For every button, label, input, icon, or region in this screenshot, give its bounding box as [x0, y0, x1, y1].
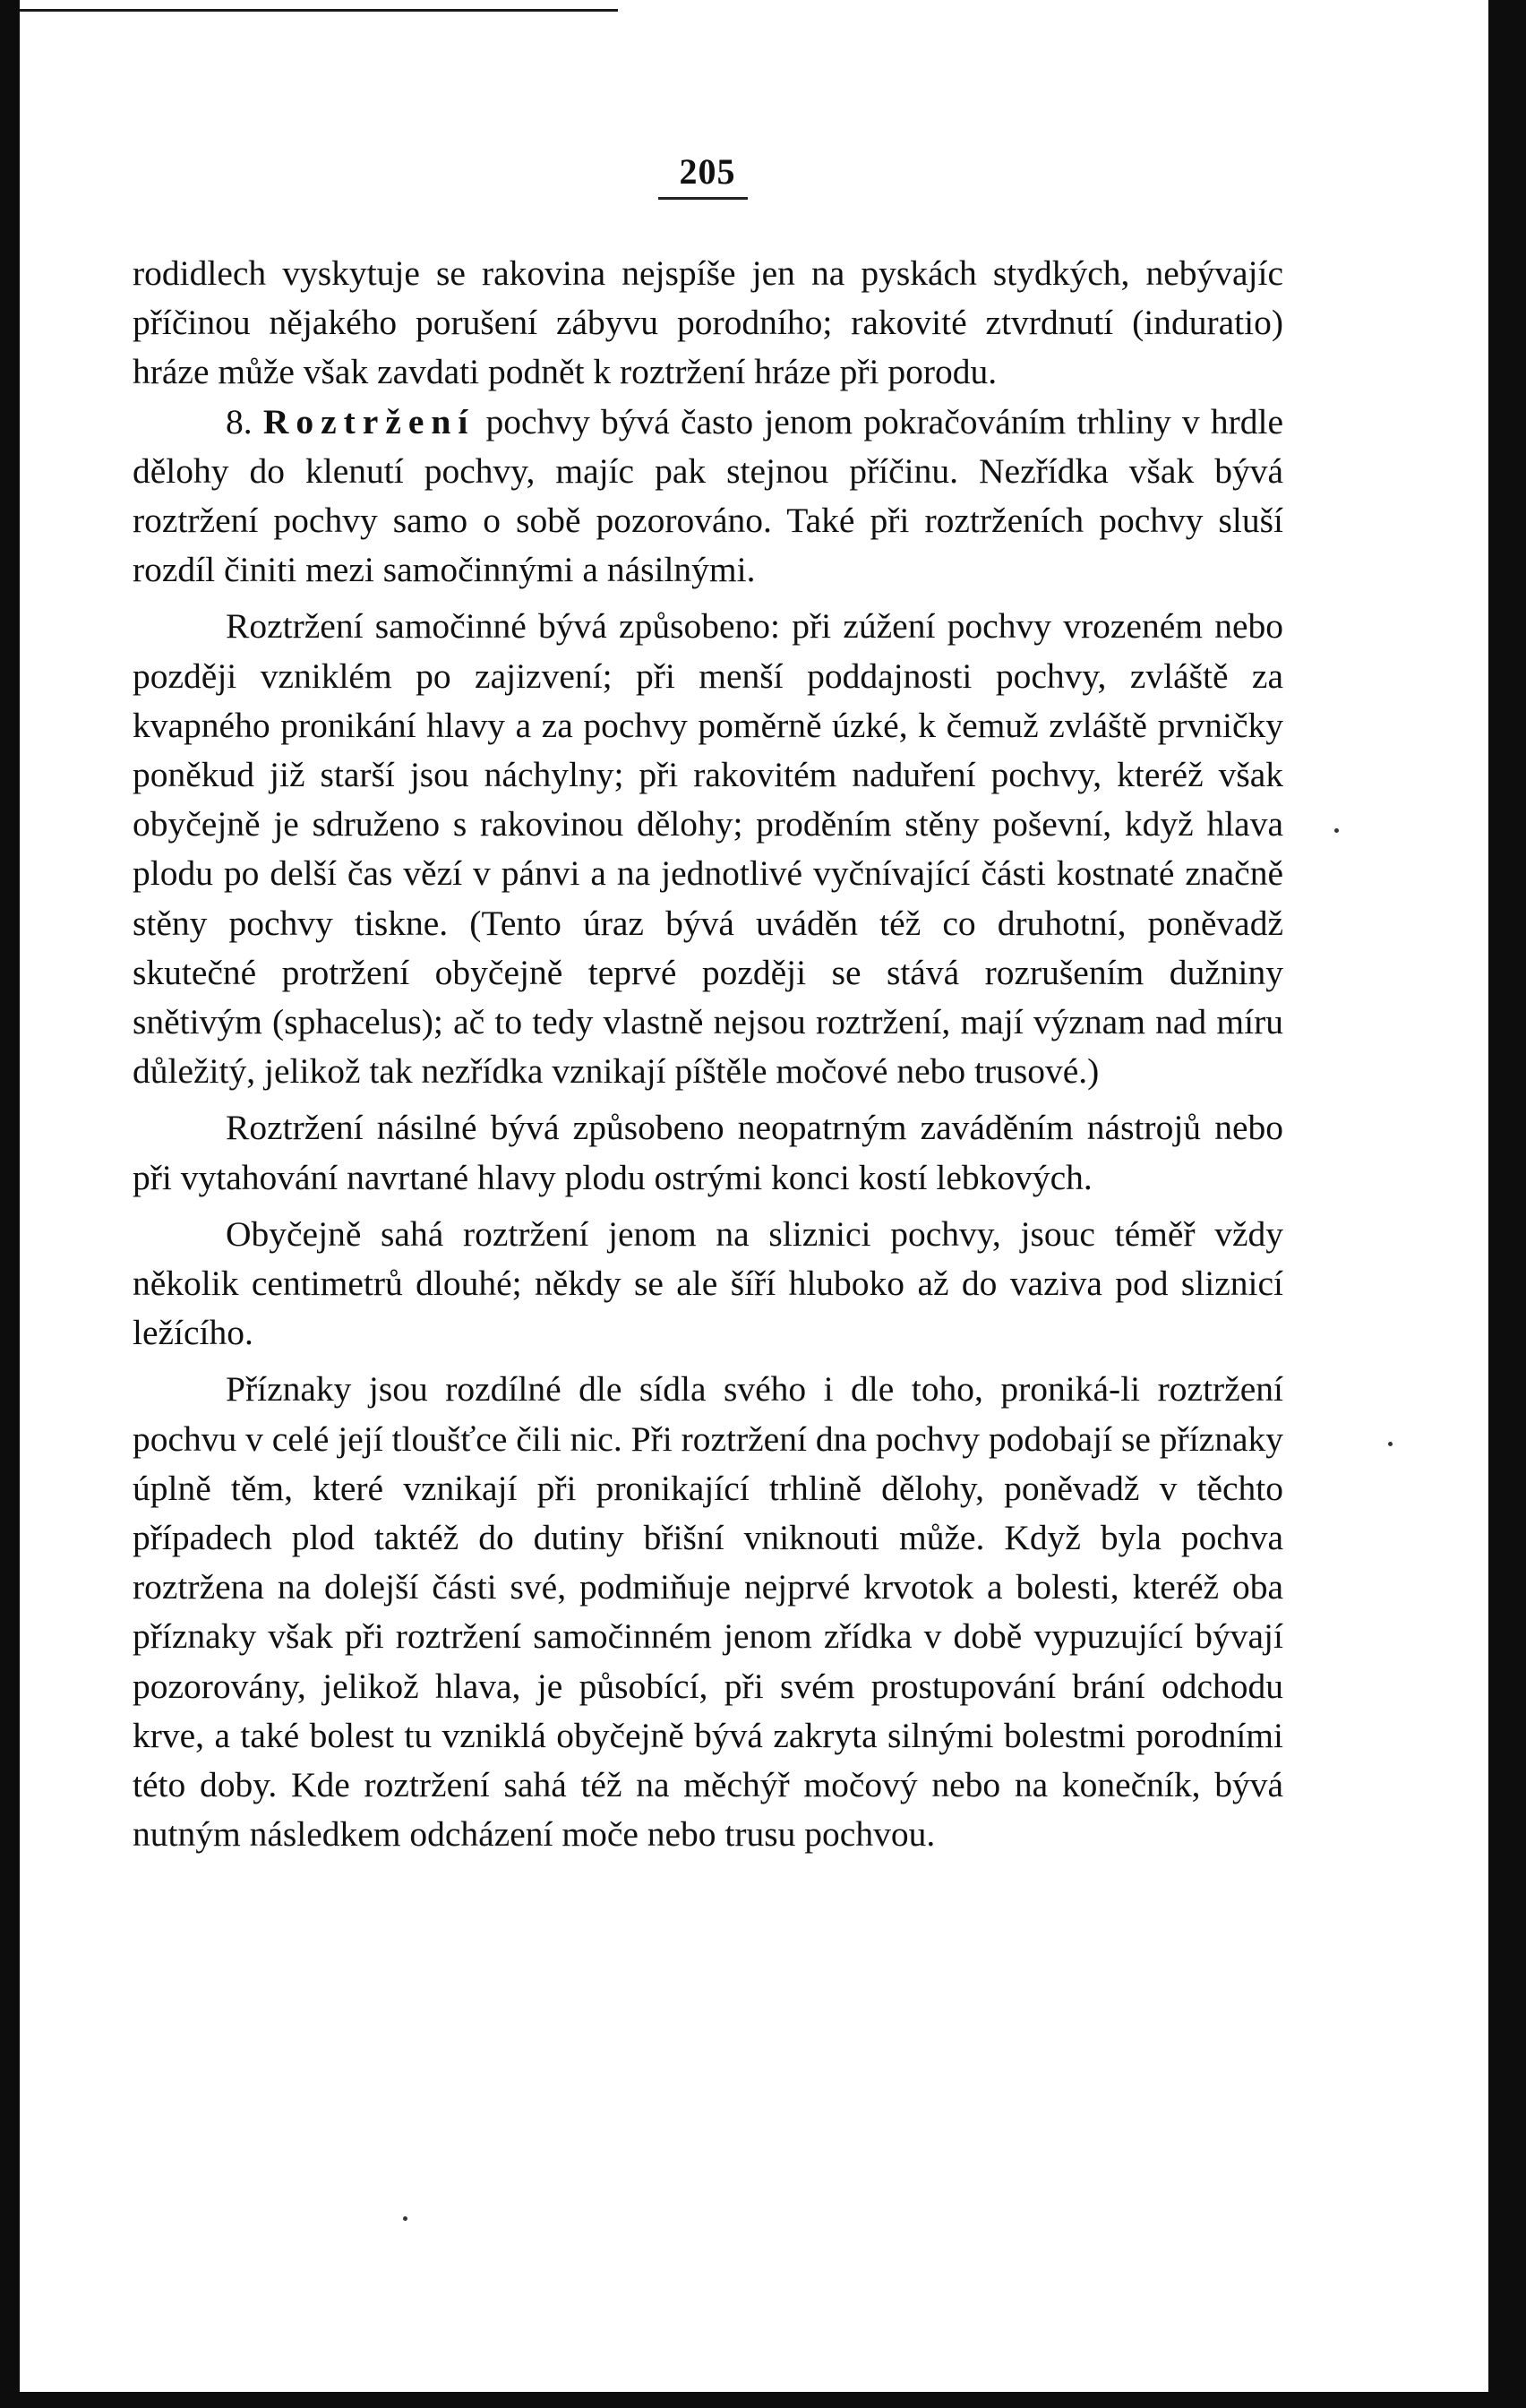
body-text — [133, 249, 1283, 1860]
scan-speck — [403, 2216, 407, 2221]
paragraph-3 — [133, 602, 1283, 1096]
scan-speck — [1388, 1442, 1393, 1446]
paragraph-text: rodidlech vyskytuje se rakovina nejspíše jen na pyskách stydkých, nebývajíc příčinou nějakého porušení zábyvu porodního; rakovité ztvrdnutí (induratio) hráze může však zavdati podnět k roztržení hráze při porodu. — [133, 253, 1283, 392]
paragraph-4 — [133, 1103, 1283, 1202]
paragraph-6 — [133, 1365, 1283, 1859]
paragraph-text: Roztržení násilné bývá způsobeno neopatrným zaváděním nástrojů nebo při vytahování navrtané hlavy plodu ostrými konci kostí lebkových. — [133, 1108, 1283, 1197]
paragraph-text: pochvy bývá často jenom pokračováním trhliny v hrdle dělohy do klenutí pochvy, majíc pak stejnou příčinu. Nezřídka však bývá roztržení pochvy samo o sobě pozorováno. Také při roztrženích pochvy sluší rozdíl činiti mezi samočinnými a násilnými. — [133, 401, 1284, 590]
paragraph-1 — [133, 249, 1283, 398]
paragraph-text: Obyčejně sahá roztržení jenom na sliznici pochvy, jsouc téměř vždy několik centimetrů dlouhé; někdy se ale šíří hluboko až do vaziva pod sliznicí ležícího. — [133, 1213, 1283, 1353]
page-number: 205 — [679, 151, 736, 192]
section-keyword: Roztržení — [262, 401, 476, 441]
paragraph-5 — [133, 1210, 1283, 1358]
scan-edge-right — [1488, 0, 1526, 2408]
paragraph-text: Příznaky jsou rozdílné dle sídla svého i dle toho, proniká-li roztržení pochvu v celé její tloušťce čili nic. Při roztržení dna pochvy podobají se příznaky úplně těm, které vznikají při pronikající trhlině dělohy, poněvadž v těchto případech plod taktéž do dutiny břišní vniknouti může. Když byla pochva roztržena na dolejší části své, podmiňuje nejprvé krvotok a bolesti, kteréž oba příznaky však při roztržení samočinném jenom zřídka v době vypuzující bývají pozorovány, jelikož hlava, je působící, při svém prostupování brání odchodu krve, a také bolest tu vzniklá obyčejně bývá zakryta silnými bolestmi porodními této doby. Kde roztržení sahá též na měchýř močový nebo na konečník, bývá nutným následkem odcházení moče nebo trusu pochvou. — [133, 1369, 1283, 1855]
scan-speck — [1334, 828, 1339, 833]
paragraph-2 — [133, 398, 1283, 596]
scan-top-mark — [0, 9, 618, 17]
page-number-rule — [658, 197, 748, 200]
paragraph-text: Roztržení samočinné bývá způsobeno: při zúžení pochvy vrozeném nebo později vzniklém po zajizvení; při menší poddajnosti pochvy, zvláště za kvapného pronikání hlavy a za pochvy poměrně úzké, k čemuž zvláště prvničky poněkud již starší jsou náchylny; při rakovitém naduření pochvy, kteréž však obyčejně je sdruženo s rakovinou dělohy; proděním stěny poševní, když hlava plodu po delší čas vězí v pánvi a na jednotlivé vyčnívající části kostnaté značně stěny pochvy tiskne. (Tento úraz bývá uváděn též co druhotní, poněvadž skutečné protržení obyčejně teprvé později se stává rozrušením dužniny snětivým (sphacelus); ač to tedy vlastně nejsou roztržení, mají význam nad míru důležitý, jelikož tak nezřídka vznikají píštěle močové nebo trusové.) — [133, 606, 1283, 1092]
section-number: 8. — [226, 401, 253, 441]
scan-edge-bottom — [0, 2392, 1526, 2408]
scan-edge-left — [0, 0, 20, 2408]
